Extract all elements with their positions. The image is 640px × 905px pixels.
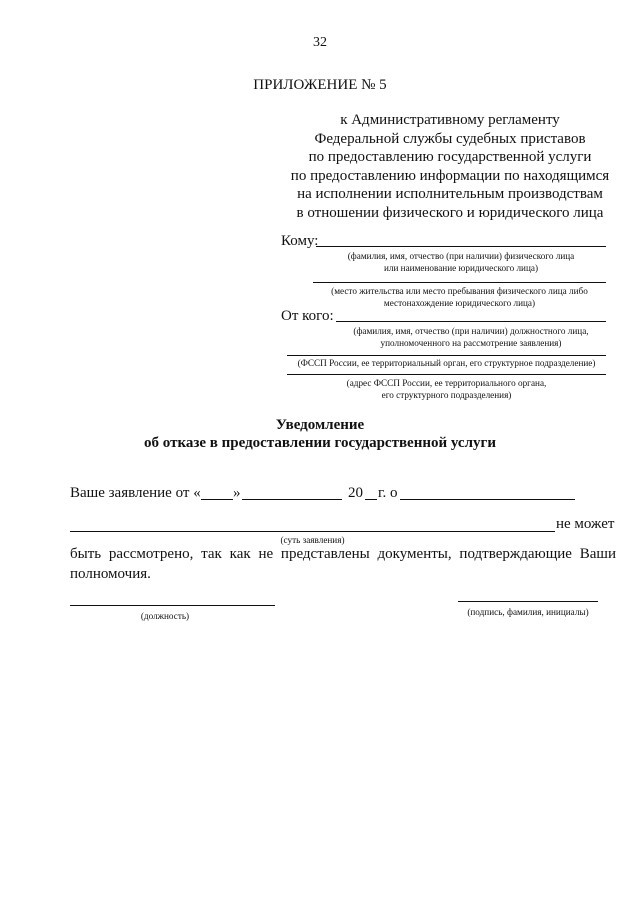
from-hint-2: уполномоченного на рассмотрение заявления) [380,338,562,348]
annex-line-6: в отношении физического и юридического лица [296,204,604,221]
fssp-address-line [287,374,606,375]
from-hint-1: (фамилия, имя, отчество (при наличии) должностного лица, [353,326,589,336]
to-name-line [316,246,606,247]
body-sentence-1: быть рассмотрено, так как не представлены документы, подтверждающие Ваши [70,546,616,562]
essence-hint: (суть заявления) [280,535,345,545]
annex-line-2: Федеральной службы судебных приставов [314,130,586,147]
to-hint-2: или наименование юридического лица) [383,263,539,273]
page-number: 32 [313,35,327,50]
to-label: Кому: [281,233,319,249]
fssp-hint: (ФССП России, ее территориальный орган, его структурное подразделение) [297,358,596,368]
body-sentence-2: полномочия. [70,566,151,582]
year-line [365,499,377,500]
fssp-address-hint-1: (адрес ФССП России, ее территориального органа, [346,378,547,388]
position-line [70,605,275,606]
fssp-line [287,355,606,356]
notice-title-1: Уведомление [275,417,365,433]
annex-line-3: по предоставлению государственной услуги [308,149,592,165]
month-line [242,499,342,500]
from-name-line [336,321,606,322]
annex-line-4: по предоставлению информации по находящимся [290,167,610,184]
year-suffix: г. о [378,485,398,501]
annex-line-5: на исполнении исполнительным производствам [297,186,603,202]
notice-title-2: об отказе в предоставлении государственной услуги [144,435,496,451]
application-from-label: Ваше заявление от « [70,485,201,501]
annex-title: ПРИЛОЖЕНИЕ № 5 [253,77,387,93]
residence-hint-1: (место жительства или место пребывания физического лица либо [331,286,588,296]
fssp-address-hint-2: его структурного подразделения) [381,390,512,400]
residence-line [313,282,606,283]
from-label: От кого: [281,308,334,324]
cannot-text: не может [556,516,615,532]
quote-close: » [233,485,241,501]
year-prefix: 20 [348,485,363,501]
residence-hint-2: местонахождение юридического лица) [383,298,536,308]
signature-hint: (подпись, фамилия, инициалы) [467,607,589,617]
position-hint: (должность) [140,611,190,621]
essence-line [70,531,555,532]
annex-line-1: к Административному регламенту [340,112,560,128]
signature-line [458,601,598,602]
to-hint-1: (фамилия, имя, отчество (при наличии) физического лица [347,251,575,261]
about-line [400,499,575,500]
day-line [201,499,233,500]
